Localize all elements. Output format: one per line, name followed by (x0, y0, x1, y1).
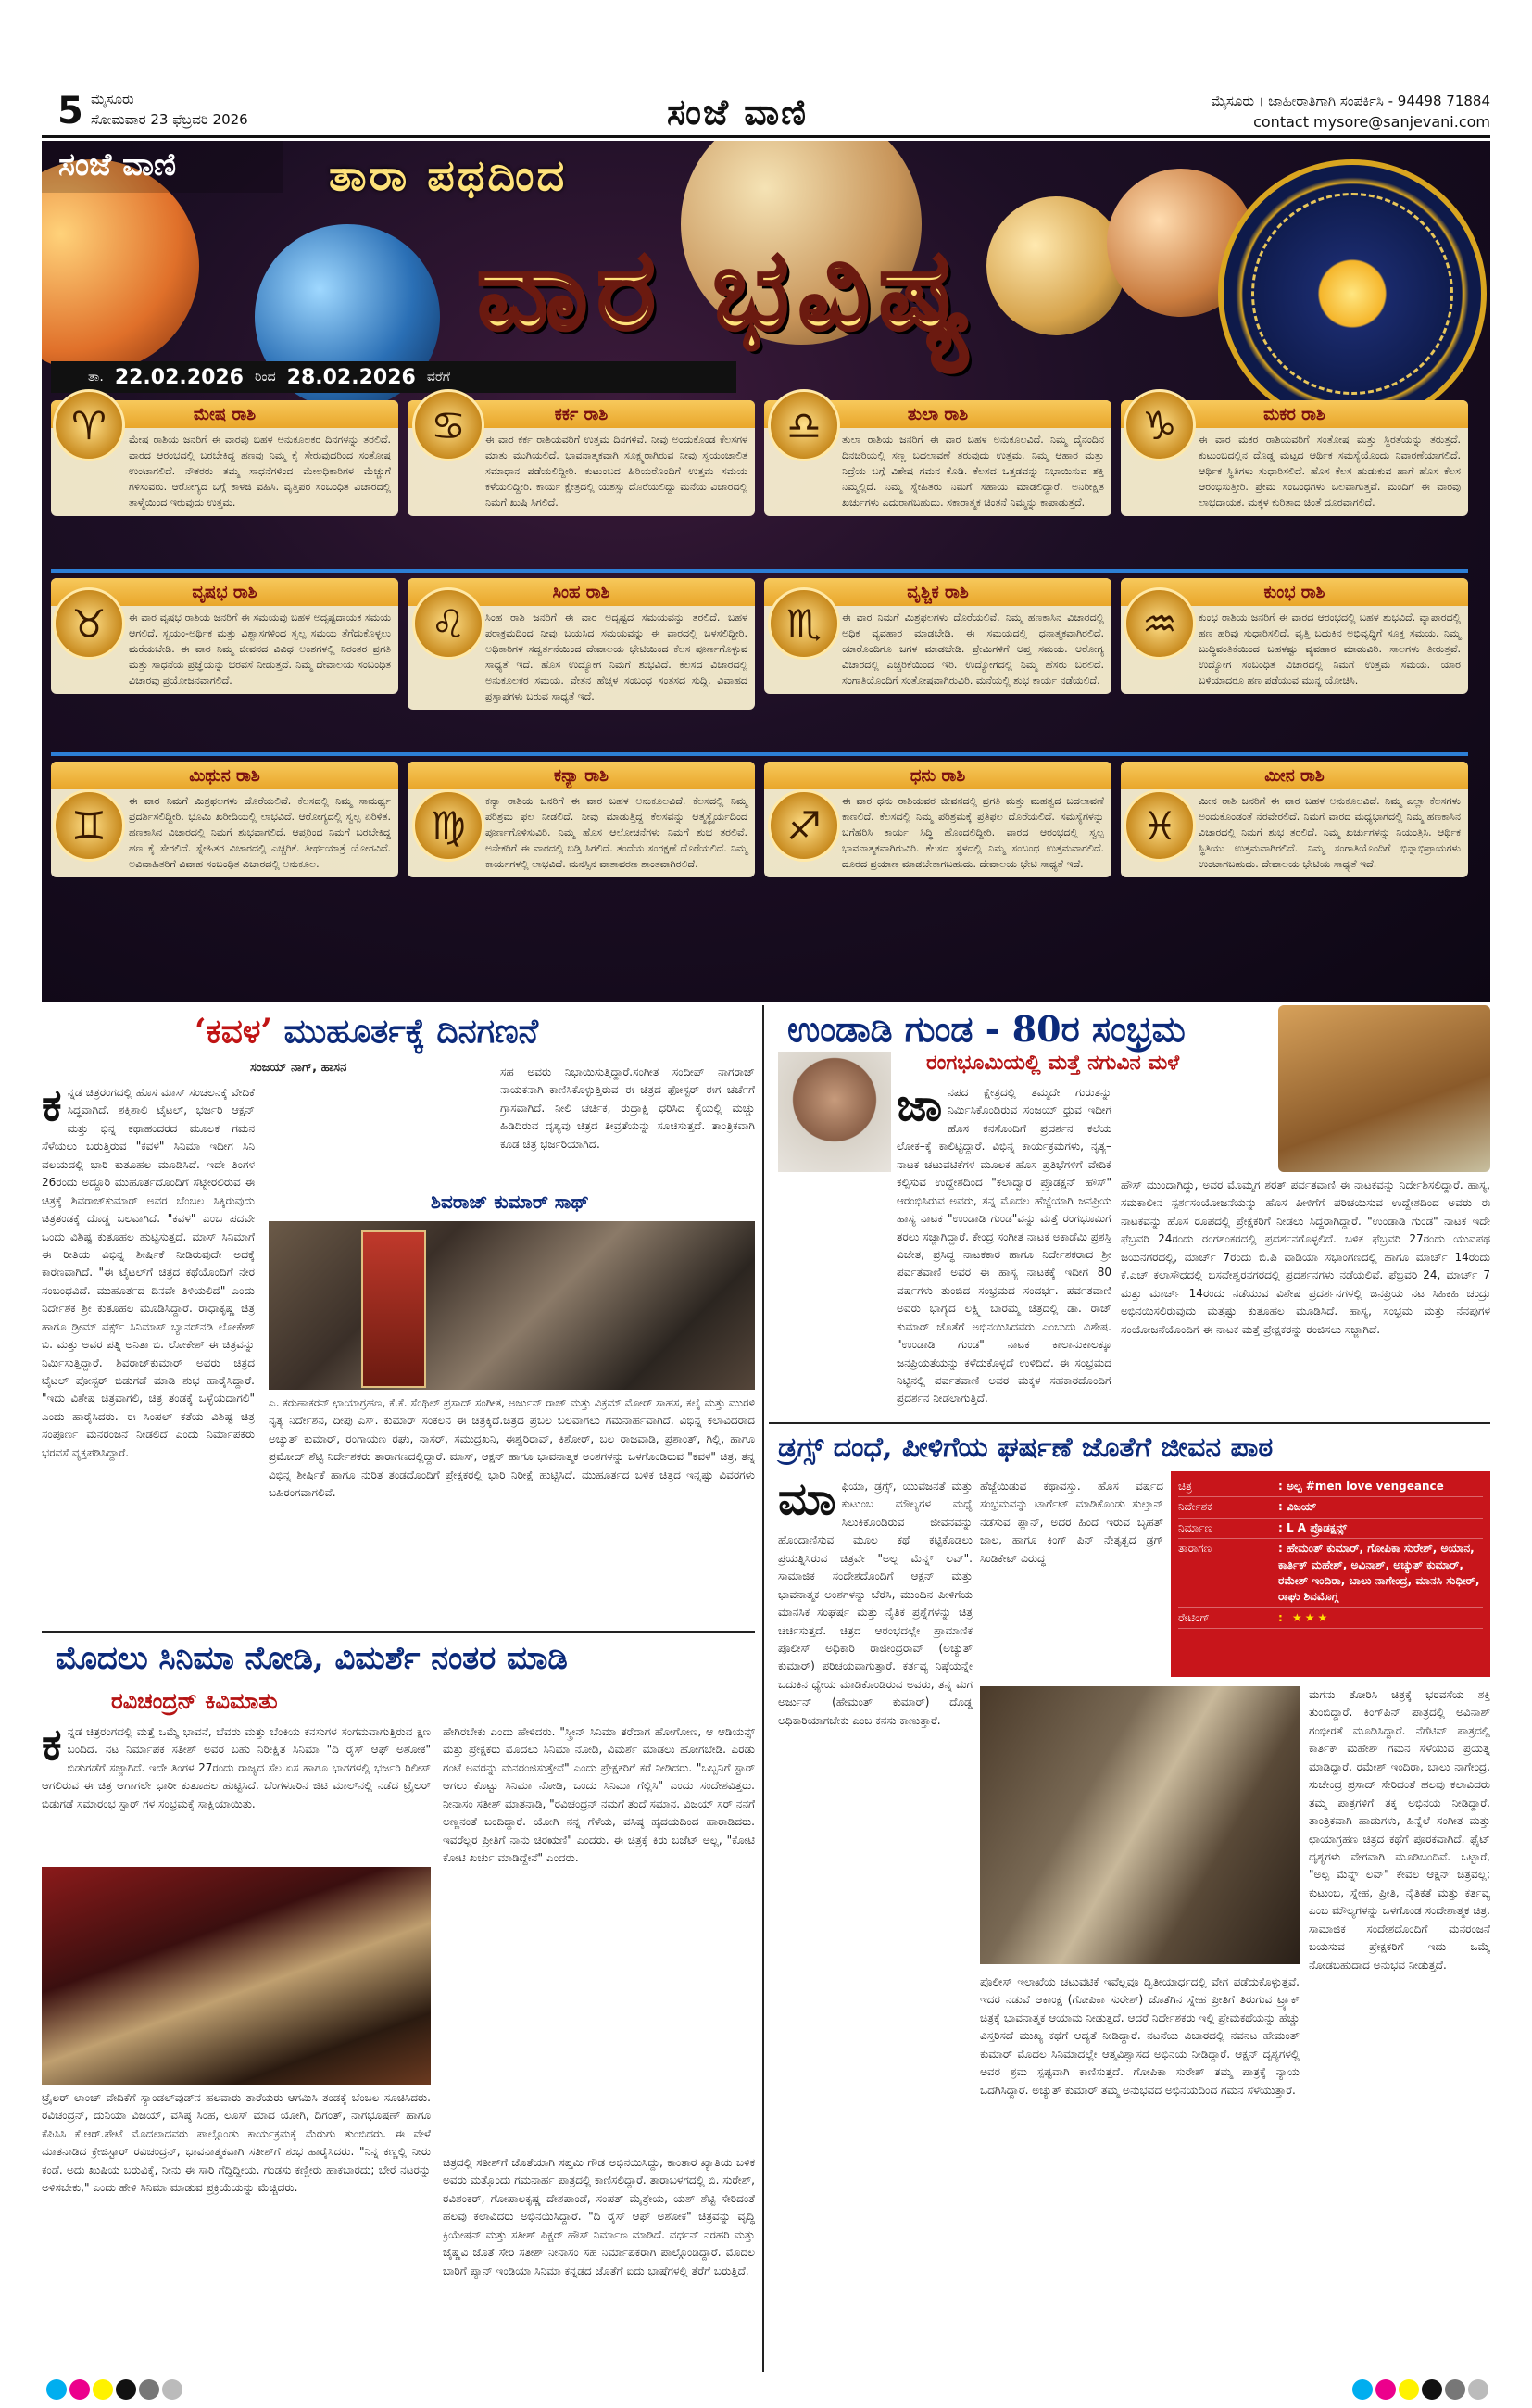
aquarius-icon: ♒ (1124, 587, 1196, 660)
drugs-column-1: ಮಾಫಿಯಾ, ಡ್ರಗ್ಸ್, ಯುವಜನತೆ ಮತ್ತು ಕುಟುಂಬ ಮೌಲ್ಯಗಳ ಮಧ್ಯೆ ಸಿಲುಕಿಕೊಂಡಿರುವ ಜೀವನವನ್ನು ಹೊಂದಾಣಿಸುವ ಮೂಲ ಕಥೆ ಕಟ್ಟಿಕೊಡಲು ಪ್ರಯತ್ನಿಸಿರುವ ಚಿತ್ರವೇ "ಅಲ್ಪ ಮೆನ್ನ್ ಲವ್". ಸಾಮಾಜಿಕ ಸಂದೇಶದೊಂದಿಗೆ ಆಕ್ಷನ್ ಮತ್ತು ಭಾವನಾತ್ಮಕ ಅಂಶಗಳನ್ನು ಬೆರೆಸಿ, ಮುಂದಿನ ಪೀಳಿಗೆಯ ಮಾನಸಿಕ ಸಂಘರ್ಷ ಮತ್ತು ನೈತಿಕ ಪ್ರಶ್ನೆಗಳನ್ನು ಚಿತ್ರ ಚರ್ಚಿಸುತ್ತದೆ. ಚಿತ್ರದ ಆರಂಭದಲ್ಲೇ ಪ್ರಾಮಾಣಿಕ ಪೊಲೀಸ್ ಅಧಿಕಾರಿ ರಾಜೀಂದ್ರರಾವ್ (ಅಚ್ಯುತ್ ಕುಮಾರ್) ಪರಿಚಯವಾಗುತ್ತಾರೆ. ಕರ್ತವ್ಯ ನಿಷ್ಠೆಯನ್ನೇ ಬದುಕಿನ ಧ್ಯೇಯ ಮಾಡಿಕೊಂಡಿರುವ ಅವರು, ತನ್ನ ಮಗ ಅರ್ಜುನ್ (ಹೇಮಂತ್ ಕುಮಾರ್) ದೊಡ್ಡ ಅಧಿಕಾರಿಯಾಗಬೇಕು ಎಂಬ ಕನಸು ಕಾಣುತ್ತಾರೆ. (778, 1478, 973, 1727)
rashi-card-mithuna: ಮಿಥುನ ರಾಶಿ ಈ ವಾರ ನಿಮಗೆ ಮಿಶ್ರಫಲಗಳು ದೊರೆಯಲಿದೆ. ಕೆಲಸದಲ್ಲಿ ನಿಮ್ಮ ಸಾಮರ್ಥ್ಯ ಪ್ರದರ್ಶಿಸಲಿದ್ದೀರಿ. ಭೂಮಿ ಖರೀದಿಯಲ್ಲಿ ಲಾಭವಿದೆ. ಆರೋಗ್ಯದಲ್ಲಿ ಸ್ವಲ್ಪ ಏರಿಳಿತ. ಹಣಕಾಸಿನ ವಿಚಾರದಲ್ಲಿ ನಿಮಗೆ ಶುಭವಾಗಲಿದೆ. ಆಪ್ತರಿಂದ ನಿಮಗೆ ಬರಬೇಕಿದ್ದ ಹಣ ಕೈ ಸೇರಲಿದೆ. ಸ್ನೇಹಿತರ ವಿಚಾರದಲ್ಲಿ ಎಚ್ಚರಿಕೆ. ತೀರ್ಥಯಾತ್ರೆ ಯೋಗವಿದೆ. ಅವಿವಾಹಿತರಿಗೆ ವಿವಾಹ ಸಂಬಂಧಿತ ವಿಚಾರದಲ್ಲಿ ಅನುಕೂಲ. (51, 762, 398, 877)
gemini-icon: ♊ (53, 789, 125, 862)
drugs-column-2: ಹೆಜ್ಜೆಯಿಡುವ ಕಥಾವಸ್ತು. ಹೊಸ ವರ್ಷದ ಸಂಭ್ರಮವನ್ನು ಟಾರ್ಗೆಟ್ ಮಾಡಿಕೊಂಡು ಸುಲ್ತಾನ್ ನಡೆಸುವ ಪ್ಲಾನ್, ಅದರ ಹಿಂದೆ ಇರುವ ಬೃಹತ್ ಜಾಲ, ಹಾಗೂ ಕಿಂಗ್ ಪಿನ್ ನೇತೃತ್ವದ ಡ್ರಗ್ ಸಿಂಡಿಕೇಟ್ ವಿರುದ್ಧ (980, 1480, 1163, 1565)
undadi-subhead: ರಂಗಭೂಮಿಯಲ್ಲಿ ಮತ್ತೆ ನಗುವಿನ ಮಳೆ (926, 1052, 1180, 1075)
theatre-cartoon-image (1278, 1005, 1490, 1172)
horoscope-title: ವಾರ ಭವಿಷ್ಯ (477, 224, 980, 355)
undadi-headline: ಉಂಡಾಡಿ ಗುಂಡ - 80ರ ಸಂಭ್ರಮ (787, 1008, 1186, 1050)
rashi-card-mesha: ಮೇಷ ರಾಶಿ ಮೇಷ ರಾಶಿಯ ಜನರಿಗೆ ಈ ವಾರವು ಬಹಳ ಅನುಕೂಲಕರ ದಿನಗಳನ್ನು ತರಲಿದೆ. ವಾರದ ಆರಂಭದಲ್ಲಿ ಬರಬೇಕಿದ್ದ ಹಣವು ನಿಮ್ಮ ಕೈ ಸೇರುವುದರಿಂದ ಸಂತೋಷ ಉಂಟಾಗಲಿದೆ. ನೌಕರರು ತಮ್ಮ ಸಾಧನೆಗಳಿಂದ ಮೇಲಧಿಕಾರಿಗಳ ಮೆಚ್ಚುಗೆ ಗಳಿಸುವರು. ಆರೋಗ್ಯದ ಬಗ್ಗೆ ಕಾಳಜಿ ವಹಿಸಿ. ವೃತ್ತಿಪರ ಸಂಬಂಧಿತ ವಿಚಾರದಲ್ಲಿ ತಾಳ್ಮೆಯಿಂದ ಇರುವುದು ಉತ್ತಮ. (51, 400, 398, 516)
header-contact-line: ಮೈಸೂರು । ಜಾಹೀರಾತಿಗಾಗಿ ಸಂಪರ್ಕಿಸಿ - 94498 71884 (1211, 93, 1490, 109)
page-number: 5 (57, 90, 83, 132)
scorpio-icon: ♏ (768, 587, 840, 660)
kavala-headline: ‘ಕವಳ’ ಮುಹೂರ್ತಕ್ಕೆ ದಿನಗಣನೆ (195, 1012, 539, 1051)
film-info-row: ನಿರ್ಮಾಣ : L A ಪ್ರೊಡಕ್ಷನ್ಸ್ (1178, 1519, 1483, 1539)
horoscope-date-range: ತಾ. 22.02.2026 ರಿಂದ 28.02.2026 ವರೆಗೆ (51, 361, 736, 393)
cancer-icon: ♋ (412, 389, 484, 461)
column-divider (762, 1005, 764, 2372)
header-city: ಮೈಸೂರು (91, 91, 134, 107)
horoscope-section (42, 141, 1490, 1002)
rashi-card-karka: ಕರ್ಕ ರಾಶಿ ಈ ವಾರ ಕರ್ಕ ರಾಶಿಯವರಿಗೆ ಉತ್ತಮ ದಿನಗಳಿವೆ. ನೀವು ಅಂದುಕೊಂಡ ಕೆಲಸಗಳ ಮಾತು ಮುಗಿಯಲಿದೆ. ಭಾವನಾತ್ಮಕವಾಗಿ ಸೂಕ್ಷ್ಮರಾಗಿರುವ ನೀವು ಸ್ವಯಂಚಾಲಿತ ಸಮಾಧಾನ ಪಡೆಯಲಿದ್ದೀರಿ. ಕುಟುಂಬದ ಹಿರಿಯರೊಂದಿಗೆ ಉತ್ತಮ ಸಮಯ ಕಳೆಯಲಿದ್ದೀರಿ. ಕಾರ್ಯ ಕ್ಷೇತ್ರದಲ್ಲಿ ಯಶಸ್ಸು ದೊರೆಯಲಿದ್ದು ಮನೆಯ ವಿಚಾರದಲ್ಲಿ ನಿಮಗೆ ಖುಷಿ ಸಿಗಲಿದೆ. (408, 400, 755, 516)
saturn-planet-image (986, 196, 1125, 335)
kavala-event-photo (269, 1221, 755, 1390)
kavala-column-1: ಕನ್ನಡ ಚಿತ್ರರಂಗದಲ್ಲಿ ಹೊಸ ಮಾಸ್ ಸಂಚಲನಕ್ಕೆ ವೇದಿಕೆ ಸಿದ್ಧವಾಗಿದೆ. ಶಕ್ತಿಶಾಲಿ ಟೈಟಲ್, ಭರ್ಜರಿ ಆಕ್ಷನ್ ಮತ್ತು ಭಿನ್ನ ಕಥಾಹಂದರದ ಮೂಲಕ ಗಮನ ಸೆಳೆಯಲು ಬರುತ್ತಿರುವ "ಕವಳ" ಸಿನಿಮಾ ಇದೀಗ ಸಿನಿ ವಲಯದಲ್ಲಿ ಭಾರಿ ಕುತೂಹಲ ಮೂಡಿಸಿದೆ. ಇದೇ ತಿಂಗಳ 26ರಂದು ಅದ್ದೂರಿ ಮುಹೂರ್ತದೊಂದಿಗೆ ಸೆಟ್ಟೇರಲಿರುವ ಈ ಚಿತ್ರಕ್ಕೆ ಶಿವರಾಜ್‌ಕುಮಾರ್ ಅವರ ಬೆಂಬಲ ಸಿಕ್ಕಿರುವುದು ಚಿತ್ರತಂಡಕ್ಕೆ ದೊಡ್ಡ ಬಲವಾಗಿದೆ. "ಕವಳ" ಎಂಬ ಪದವೇ ಒಂದು ವಿಶಿಷ್ಟ ಕುತೂಹಲ ಹುಟ್ಟಿಸುತ್ತದೆ. ಮಾಸ್ ಸಿನಿಮಾಗೆ ಈ ರೀತಿಯ ವಿಭಿನ್ನ ಶೀರ್ಷಿಕೆ ನೀಡಿರುವುದೇ ಅದಕ್ಕೆ ಕಾರಣವಾಗಿದೆ. "ಈ ಟೈಟಲ್‌ಗೆ ಚಿತ್ರದ ಕಥೆಯೊಂದಿಗೆ ನೇರ ಸಂಬಂಧವಿದೆ. ಮುಹೂರ್ತದ ದಿನವೇ ತಿಳಿಯಲಿದೆ" ಎಂದು ನಿರ್ದೇಶಕ ಶ್ರೀ ಕುತೂಹಲ ಮೂಡಿಸಿದ್ದಾರೆ. ರಾಧಾಕೃಷ್ಣ ಚಿತ್ರ ಹಾಗೂ ಡ್ರೀಮ್ ವರ್ಕ್ಸ್ ಸಿನಿಮಾಸ್ ಬ್ಯಾನರ್‌ನಡಿ ಲೋಕೇಶ್ ಬಿ. ಮತ್ತು ಅವರ ಪತ್ನಿ ಅನಿತಾ ಬಿ. ಲೋಕೇಶ್ ಈ ಚಿತ್ರವನ್ನು ನಿರ್ಮಿಸುತ್ತಿದ್ದಾರೆ. ಶಿವರಾಜ್‌ಕುಮಾರ್ ಅವರು ಚಿತ್ರದ ಟೈಟಲ್ ಪೋಸ್ಟರ್ ಬಿಡುಗಡೆ ಮಾಡಿ ಶುಭ ಹಾರೈಸಿದ್ದಾರೆ. "ಇದು ವಿಶೇಷ ಚಿತ್ರವಾಗಲಿ, ಚಿತ್ರ ತಂಡಕ್ಕೆ ಒಳ್ಳೆಯದಾಗಲಿ" ಎಂದು ಹಾರೈಸಿದರು. ಈ ಸಿಂಪಲ್ ಕತೆಯ ವಿಶಿಷ್ಟ ಚಿತ್ರ ಸಂಪೂರ್ಣ ಮನರಂಜನೆ ನೀಡಲಿದೆ ಎಂದು ನಿರ್ಮಾಪಕರು ಭರವಸೆ ವ್ಯಕ್ತಪಡಿಸಿದ್ದಾರೆ. (42, 1084, 255, 1459)
color-registration-marks-left (46, 2379, 182, 2400)
film-info-row: ಚಿತ್ರ : ಅಲ್ಪ #men love vengeance (1178, 1477, 1483, 1497)
section-divider (42, 1631, 755, 1633)
rashi-card-meena: ಮೀನ ರಾಶಿ ಮೀನ ರಾಶಿ ಜನರಿಗೆ ಈ ವಾರ ಬಹಳ ಅನುಕೂಲವಿದೆ. ನಿಮ್ಮ ಎಲ್ಲಾ ಕೆಲಸಗಳು ಅಂದುಕೊಂಡಂತೆ ನೆರವೇರಲಿದೆ. ನಿಮಗೆ ವಾರದ ಮಧ್ಯಭಾಗದಲ್ಲಿ ನಿಮ್ಮ ಹಣಕಾಸಿನ ವಿಚಾರದಲ್ಲಿ ನಿಮಗೆ ಶುಭ ತರಲಿದೆ. ನಿಮ್ಮ ಖರ್ಚುಗಳನ್ನು ನಿಯಂತ್ರಿಸಿ. ಆರ್ಥಿಕ ಸ್ಥಿತಿಯು ಉತ್ತಮವಾಗಿರಲಿದೆ. ನಿಮ್ಮ ಸಂಗಾತಿಯೊಂದಿಗೆ ಭಿನ್ನಾಭಿಪ್ರಾಯಗಳು ಉಂಟಾಗಬಹುದು. ದೇವಾಲಯ ಭೇಟಿಯ ಸಾಧ್ಯತೆ ಇದೆ. (1121, 762, 1468, 877)
rashi-card-kanya: ಕನ್ಯಾ ರಾಶಿ ಕನ್ಯಾ ರಾಶಿಯ ಜನರಿಗೆ ಈ ವಾರ ಬಹಳ ಅನುಕೂಲವಿದೆ. ಕೆಲಸದಲ್ಲಿ ನಿಮ್ಮ ಪರಿಶ್ರಮ ಫಲ ನೀಡಲಿದೆ. ನೀವು ಮಾಡುತ್ತಿದ್ದ ಕೆಲಸವನ್ನು ಆತ್ಮಸ್ಥೈರ್ಯದಿಂದ ಪೂರ್ಣಗೊಳಿಸುವಿರಿ. ನಿಮ್ಮ ಹೊಸ ಆಲೋಚನೆಗಳು ನಿಮಗೆ ಶುಭ ತರಲಿವೆ. ಅನೇಕರಿಗೆ ಈ ವಾರದಲ್ಲಿ ಬಡ್ತಿ ಸಿಗಲಿದೆ. ತಂದೆಯ ಸಂರಕ್ಷಣೆ ದೊರೆಯಲಿದೆ. ನಿಮ್ಮ ಕಾರ್ಯಗಳಲ್ಲಿ ಲಾಭವಿದೆ. ಮನಸ್ಸಿನ ವಾತಾವರಣ ಶಾಂತವಾಗಿರಲಿದೆ. (408, 762, 755, 877)
ravichandran-column-2b: ಚಿತ್ರದಲ್ಲಿ ಸತೀಶ್‌ಗೆ ಜೊತೆಯಾಗಿ ಸಪ್ತಮಿ ಗೌಡ ಅಭಿನಯಿಸಿದ್ದು, ಕಾಂತಾರ ಖ್ಯಾತಿಯ ಬಳಿಕ ಅವರು ಮತ್ತೊಂದು ಗಮನಾರ್ಹ ಪಾತ್ರದಲ್ಲಿ ಕಾಣಿಸಲಿದ್ದಾರೆ. ತಾರಾಬಳಗದಲ್ಲಿ ಬಿ. ಸುರೇಶ್, ರವಿಶಂಕರ್, ಗೋಪಾಲಕೃಷ್ಣ ದೇಶಪಾಂಡೆ, ಸಂಪತ್ ಮೈತ್ರೇಯ, ಯಶ್ ಶೆಟ್ಟಿ ಸೇರಿದಂತೆ ಹಲವು ಕಲಾವಿದರು ಅಭಿನಯಿಸಿದ್ದಾರೆ. "ದಿ ರೈಸ್ ಆಫ್ ಅಶೋಕ" ಚಿತ್ರವನ್ನು ವೃದ್ಧಿ ಕ್ರಿಯೇಷನ್ ಮತ್ತು ಸತೀಶ್ ಪಿಕ್ಚರ್ ಹೌಸ್ ನಿರ್ಮಾಣ ಮಾಡಿದೆ. ವರ್ಧನ್ ನರಹರಿ ಮತ್ತು ಜೈಷ್ಣವಿ ಜೊತೆ ಸೇರಿ ಸತೀಶ್ ನೀನಾಸಂ ಸಹ ನಿರ್ಮಾಪಕರಾಗಿ ಪಾಲ್ಗೊಂಡಿದ್ದಾರೆ. ಮೊದಲ ಬಾರಿಗೆ ಪ್ಯಾನ್ ಇಂಡಿಯಾ ಸಿನಿಮಾ ಕನ್ನಡದ ಜೊತೆಗೆ ಐದು ಭಾಷೆಗಳಲ್ಲಿ ತೆರೆಗೆ ಬರುತ್ತಿದೆ. (443, 2156, 755, 2277)
film-rating-row: ರೇಟಿಂಗ್ : ★★★ (1178, 1608, 1483, 1629)
libra-icon: ♎ (768, 389, 840, 461)
virgo-icon: ♍ (412, 789, 484, 862)
rashi-card-vrushabha: ವೃಷಭ ರಾಶಿ ಈ ವಾರ ವೃಷಭ ರಾಶಿಯ ಜನರಿಗೆ ಈ ಸಮಯವು ಬಹಳ ಅದೃಷ್ಟದಾಯಕ ಸಮಯ ಆಗಲಿದೆ. ಸ್ವಯಂ-ಅರ್ಥಿಕ ಮತ್ತು ವಿಶ್ವಾಸಗಳಿಂದ ಸ್ವಲ್ಪ ಸಮಯ ತೆಗೆದುಕೊಳ್ಳಲು ಮರೆಯಬೇಡಿ. ಈ ವಾರ ನಿಮ್ಮ ಜೀವನದ ವಿವಿಧ ಅಂಶಗಳಲ್ಲಿ ನಿರಂತರ ಪ್ರಗತಿ ಮತ್ತು ಸಾಧನೆಯ ಪ್ರಜ್ಞೆಯನ್ನು ಭರವಸೆ ನೀಡುತ್ತದೆ. ನಿಮ್ಮ ದೇವಾಲಯ ಸಂಬಂಧಿತ ವಿಚಾರವು ಪ್ರಯೋಜನವಾಗಲಿದೆ. (51, 578, 398, 694)
kavala-photo-title: ಶಿವರಾಜ್ ಕುಮಾರ್ ಸಾಥ್ (431, 1191, 589, 1213)
rashi-card-tula: ತುಲಾ ರಾಶಿ ತುಲಾ ರಾಶಿಯ ಜನರಿಗೆ ಈ ವಾರ ಬಹಳ ಅನುಕೂಲವಿದೆ. ನಿಮ್ಮ ದೈನಂದಿನ ದಿನಚರಿಯಲ್ಲಿ ಸಣ್ಣ ಬದಲಾವಣೆ ತರುವುದು ಉತ್ತಮ. ನಿಮ್ಮ ಆಹಾರ ಮತ್ತು ನಿದ್ರೆಯ ಬಗ್ಗೆ ವಿಶೇಷ ಗಮನ ಕೊಡಿ. ಕೆಲಸದ ಒತ್ತಡವನ್ನು ನಿಭಾಯಿಸುವ ಶಕ್ತಿ ನಿಮ್ಮಲ್ಲಿದೆ. ನಿಮ್ಮ ಸ್ನೇಹಿತರು ನಿಮಗೆ ಸಹಾಯ ಮಾಡಲಿದ್ದಾರೆ. ಅನಿರೀಕ್ಷಿತ ಖರ್ಚುಗಳು ಎದುರಾಗಬಹುದು. ಸಕಾರಾತ್ಮಕ ಚಿಂತನೆ ನಿಮ್ಮನ್ನು ಕಾಪಾಡುತ್ತದೆ. (764, 400, 1111, 516)
horoscope-logo: ಸಂಜೆ ವಾಣಿ (42, 141, 283, 193)
taurus-icon: ♉ (53, 587, 125, 660)
horoscope-row-divider (51, 752, 1468, 756)
drugs-headline: ಡ್ರಗ್ಸ್ ದಂಧೆ, ಪೀಳಿಗೆಯ ಘರ್ಷಣೆ ಜೊತೆಗೆ ಜೀವನ ಪಾಠ (778, 1431, 1274, 1464)
undadi-column-2: ಹೌಸ್ ಮುಂದಾಗಿದ್ದು, ಅವರ ಮೊಮ್ಮಗ ಶರತ್ ಪರ್ವತವಾಣಿ ಈ ನಾಟಕವನ್ನು ನಿರ್ದೇಶಿಸಲಿದ್ದಾರೆ. ಹಾಸ್ಯ, ಸಮಕಾಲೀನ ಸ್ಪರ್ಶಸಂಯೋಜನೆಯನ್ನು ಹೊಸ ಪೀಳಿಗೆಗೆ ಪರಿಚಯಿಸುವ ಉದ್ದೇಶದಿಂದ ಅವರು ಈ ನಾಟಕವನ್ನು ಹೊಸ ರೂಪದಲ್ಲಿ ಪ್ರೇಕ್ಷಕರಿಗೆ ನೀಡಲು ಸಿದ್ಧರಾಗಿದ್ದಾರೆ. "ಉಂಡಾಡಿ ಗುಂಡ" ನಾಟಕ ಇದೇ ಫೆಬ್ರವರಿ 24ರಂದು ರಂಗಶಂಕರದಲ್ಲಿ ಪ್ರದರ್ಶನಗೊಳ್ಳಲಿದೆ. ಬಳಿಕ ಫೆಬ್ರವರಿ 27ರಂದು ಯುವಪಥ ಜಯನಗರದಲ್ಲಿ, ಮಾರ್ಚ್ 7ರಂದು ಬಿ.ಪಿ ವಾಡಿಯಾ ಸಭಾಂಗಣದಲ್ಲಿ ಹಾಗೂ ಮಾರ್ಚ್ 14ರಂದು ಕೆ.ಎಚ್ ಕಲಾಸೌಧದಲ್ಲಿ ಬಸವೇಶ್ವರನಗರದಲ್ಲಿ ಪ್ರದರ್ಶನಗಳು ನಡೆಯಲಿವೆ. ಫೆಬ್ರವರಿ 24, ಮಾರ್ಚ್ 7 ಮತ್ತು ಮಾರ್ಚ್ 14ರಂದು ನಡೆಯುವ ವಿಶೇಷ ಪ್ರದರ್ಶನಗಳಲ್ಲಿ ಜನಪ್ರಿಯ ನಟ ಸಿಹಿಕಹಿ ಚಂದ್ರು ಅಭಿನಯಿಸಲಿರುವುದು ಮತ್ತಷ್ಟು ಕುತೂಹಲ ಮೂಡಿಸಿದೆ. ಹಾಸ್ಯ, ಸಂಭ್ರಮ ಮತ್ತು ನೆನಪುಗಳ ಸಂಯೋಜನೆಯೊಂದಿಗೆ ಈ ನಾಟಕ ಮತ್ತೆ ಪ್ರೇಕ್ಷಕರನ್ನು ರಂಜಿಸಲು ಸಜ್ಜಾಗಿದೆ. (1121, 1179, 1490, 1336)
film-info-box (1171, 1471, 1490, 1677)
zodiac-wheel-image (1218, 159, 1487, 428)
film-info-row: ನಿರ್ದೇಶಕ : ವಿಜಯ್ (1178, 1497, 1483, 1518)
rashi-card-vrushchika: ವೃಶ್ಚಿಕ ರಾಶಿ ಈ ವಾರ ನಿಮಗೆ ಮಿಶ್ರಫಲಗಳು ದೊರೆಯಲಿವೆ. ನಿಮ್ಮ ಹಣಕಾಸಿನ ವಿಚಾರದಲ್ಲಿ ಅಧಿಕ ವ್ಯವಹಾರ ಮಾಡಬೇಡಿ. ಈ ಸಮಯದಲ್ಲಿ ಧನಾತ್ಮಕವಾಗಿರಲಿದೆ. ಯಾರೊಂದಿಗೂ ಜಗಳ ಮಾಡಬೇಡಿ. ಪ್ರೇಮಿಗಳಿಗೆ ಆಪ್ತ ಸಮಯ. ಆರೋಗ್ಯ ವಿಚಾರದಲ್ಲಿ ಎಚ್ಚರಿಕೆಯಿಂದ ಇರಿ. ಉದ್ಯೋಗದಲ್ಲಿ ನಿಮ್ಮ ಹೆಸರು ಬರಲಿದೆ. ಸಂಗಾತಿಯೊಂದಿಗೆ ಸಂತೋಷವಾಗಿರುವಿರಿ. ಮನೆಯಲ್ಲಿ ಶುಭ ಕಾರ್ಯ ನಡೆಯಲಿದೆ. (764, 578, 1111, 694)
ravichandran-subhead: ರವಿಚಂದ್ರನ್ ಕಿವಿಮಾತು (111, 1688, 278, 1714)
poster-image (361, 1230, 426, 1388)
header-rule (42, 135, 1490, 138)
masthead-logo: ಸಂಜೆ ವಾಣಿ (667, 91, 809, 132)
film-info-row: ತಾರಾಗಣ : ಹೇಮಂತ್ ಕುಮಾರ್, ಗೋಪಿಕಾ ಸುರೇಶ್, ಅಯಾನ, ಕಾರ್ತಿಕ್ ಮಹೇಶ್, ಅವಿನಾಶ್, ಅಚ್ಯುತ್ ಕುಮಾರ್, ರಮೇಶ್ ಇಂದಿರಾ, ಬಾಲು ನಾಗೇಂದ್ರ, ಮಾನಸಿ ಸುಧೀರ್, ರಾಘು ಶಿವಮೊಗ್ಗ (1178, 1539, 1483, 1608)
kavala-byline: ಸಂಜಯ್ ನಾಗ್, ಹಾಸನ (250, 1061, 347, 1075)
leo-icon: ♌ (412, 587, 484, 660)
drugs-column-3: ಪೊಲೀಸ್ ಇಲಾಖೆಯ ಚಟುವಟಿಕೆ ಇವೆಲ್ಲವೂ ದ್ವಿತೀಯಾರ್ಧದಲ್ಲಿ ವೇಗ ಪಡೆದುಕೊಳ್ಳುತ್ತವೆ. ಇದರ ನಡುವೆ ಆಕಾಂಕ್ಷ (ಗೋಪಿಕಾ ಸುರೇಶ್) ಜೊತೆಗಿನ ಸ್ನೇಹ ಪ್ರೀತಿಗೆ ತಿರುಗುವ ಟ್ರ್ಯಾಕ್ ಚಿತ್ರಕ್ಕೆ ಭಾವನಾತ್ಮಕ ಆಯಾಮ ನೀಡುತ್ತದೆ. ಆದರೆ ನಿರ್ದೇಶಕರು ಇಲ್ಲಿ ಪ್ರೇಮಕಥೆಯನ್ನು ಹೆಚ್ಚು ವಿಸ್ತರಿಸದೆ ಮುಖ್ಯ ಕಥೆಗೆ ಆದ್ಯತೆ ನೀಡಿದ್ದಾರೆ. ನಟನೆಯ ವಿಚಾರದಲ್ಲಿ ನವನಟ ಹೇಮಂತ್ ಕುಮಾರ್ ಮೊದಲ ಸಿನಿಮಾದಲ್ಲೇ ಆತ್ಮವಿಶ್ವಾಸದ ಅಭಿನಯ ನೀಡಿದ್ದಾರೆ. ಆಕ್ಷನ್ ದೃಶ್ಯಗಳಲ್ಲಿ ಅವರ ಶ್ರಮ ಸ್ಪಷ್ಟವಾಗಿ ಕಾಣಿಸುತ್ತದೆ. ಗೋಪಿಕಾ ಸುರೇಶ್ ತಮ್ಮ ಪಾತ್ರಕ್ಕೆ ನ್ಯಾಯ ಒದಗಿಸಿದ್ದಾರೆ. ಅಚ್ಯುತ್ ಕುಮಾರ್ ತಮ್ಮ ಅನುಭವದ ಅಭಿನಯದಿಂದ ಗಮನ ಸೆಳೆಯುತ್ತಾರೆ. (980, 1975, 1300, 2097)
header-email: contact mysore@sanjevani.com (1253, 113, 1490, 131)
header-date: ಸೋಮವಾರ 23 ಫೆಬ್ರವರಿ 2026 (91, 111, 248, 128)
color-registration-marks-right (1352, 2379, 1488, 2400)
ravichandran-column-1b: ಟ್ರೈಲರ್ ಲಾಂಚ್ ವೇದಿಕೆಗೆ ಸ್ಯಾಂಡಲ್‌ವುಡ್‌ನ ಹಲವಾರು ತಾರೆಯರು ಆಗಮಿಸಿ ತಂಡಕ್ಕೆ ಬೆಂಬಲ ಸೂಚಿಸಿದರು. ರವಿಚಂದ್ರನ್, ದುನಿಯಾ ವಿಜಯ್, ವಸಿಷ್ಠ ಸಿಂಹ, ಲೂಸ್ ಮಾದ ಯೋಗಿ, ದಿಗಂತ್, ನಾಗಭೂಷಣ್ ಹಾಗೂ ಕೆಪಿಸಿಸಿ ಕೆ.ಆರ್.ಪೇಟೆ ಮೊದಲಾದವರು ಪಾಲ್ಗೊಂಡು ಕಾರ್ಯಕ್ರಮಕ್ಕೆ ಮೆರುಗು ತುಂಬಿದರು. ಈ ವೇಳೆ ಮಾತನಾಡಿದ ಕ್ರೇಜಿಸ್ಟಾರ್ ರವಿಚಂದ್ರನ್, ಭಾವನಾತ್ಮಕವಾಗಿ ಸತೀಶ್‌ಗೆ ಶುಭ ಹಾರೈಸಿದರು. "ನಿನ್ನ ಕಣ್ಣಲ್ಲಿ ನೀರು ಕಂಡೆ. ಅದು ಖುಷಿಯ ಬರುವಿಕ್ಕೆ, ನೀನು ಈ ಸಾರಿ ಗೆದ್ದಿದ್ದೀಯ. ಗಂಡಸು ಕಣ್ಣೀರು ಹಾಕಬಾರದು; ಬೇರೆ ನಟರನ್ನು ಅಳಿಸಬೇಕು," ಎಂದು ಹೇಳಿ ಸಿನಿಮಾ ಮಾಡುವ ಪ್ರಕ್ರಿಯೆಯನ್ನು ಮೆಚ್ಚಿದರು. (42, 2091, 431, 2195)
capricorn-icon: ♑ (1124, 389, 1196, 461)
kavala-column-2: ಸಹ ಅವರು ನಿಭಾಯಿಸುತ್ತಿದ್ದಾರೆ.ಸಂಗೀತ ಸಂದೀಪ್ ನಾಗರಾಜ್ ನಾಯಕನಾಗಿ ಕಾಣಿಸಿಕೊಳ್ಳುತ್ತಿರುವ ಈ ಚಿತ್ರದ ಫೋಸ್ಟರ್ ಈಗ ಚರ್ಚೆಗೆ ಗ್ರಾಸವಾಗಿದೆ. ನೀಲಿ ಚರ್ಚಿಕ, ರುದ್ರಾಕ್ಷಿ ಧರಿಸಿದ ಕೈಯಲ್ಲಿ ಮಚ್ಚು ಹಿಡಿದಿರುವ ದೃಶ್ಯವು ಚಿತ್ರದ ತೀವ್ರತೆಯನ್ನು ಸೂಚಿಸುತ್ತದೆ. ತಾಂತ್ರಿಕವಾಗಿ ಕೂಡ ಚಿತ್ರ ಭರ್ಜರಿಯಾಗಿದೆ. (500, 1065, 755, 1151)
ravichandran-column-1: ಕನ್ನಡ ಚಿತ್ರರಂಗದಲ್ಲಿ ಮತ್ತೆ ಒಮ್ಮೆ ಭಾವನೆ, ಬೆವರು ಮತ್ತು ಬೆಂಕಿಯ ಕನಸುಗಳ ಸಂಗಮವಾಗುತ್ತಿರುವ ಕ್ಷಣ ಬಂದಿದೆ. ನಟ ನಿರ್ಮಾಪಕ ಸತೀಶ್ ಅವರ ಬಹು ನಿರೀಕ್ಷಿತ ಸಿನಿಮಾ "ದಿ ರೈಸ್ ಆಫ್ ಅಶೋಕ" ಬಿಡುಗಡೆಗೆ ಸಜ್ಜಾಗಿದೆ. ಇದೇ ತಿಂಗಳ 27ರಂದು ರಾಜ್ಯದ ಸೆಲ ಏಸ ಹಾಗೂ ಭಾಗಗಳಲ್ಲಿ ಭರ್ಜರಿ ರಿಲೀಸ್ ಆಗಲಿರುವ ಈ ಚಿತ್ರ ಆಗಾಗಲೇ ಭಾರೀ ಕುತೂಹಲ ಹುಟ್ಟಿಸಿದೆ. ಬೆಂಗಳೂರಿನ ಜಿಟಿ ಮಾಲ್‌ನಲ್ಲಿ ನಡೆದ ಟ್ರೈಲರ್ ಬಿಡುಗಡೆ ಸಮಾರಂಭ ಸ್ಟಾರ್ ಗಳ ಸಂಭ್ರಮಕ್ಕೆ ಸಾಕ್ಷಿಯಾಯಿತು. (42, 1723, 431, 1810)
film-still-photo (980, 1686, 1300, 1964)
rashi-card-makara: ಮಕರ ರಾಶಿ ಈ ವಾರ ಮಕರ ರಾಶಿಯವರಿಗೆ ಸಂತೋಷ ಮತ್ತು ಸ್ಥಿರತೆಯನ್ನು ತರುತ್ತದೆ. ಕುಟುಂಬದಲ್ಲಿನ ದೊಡ್ಡ ಮಟ್ಟದ ಆರ್ಥಿಕ ಸಮಸ್ಯೆಯೊಂದು ನಿವಾರಣೆಯಾಗಲಿದೆ. ಆರ್ಥಿಕ ಸ್ಥಿತಿಗಳು ಸುಧಾರಿಸಲಿದೆ. ಹೊಸ ಕೆಲಸ ಹುಡುಕುವ ಹಾಗೆ ಹೊಸ ಕೆಲಸ ಆರಂಭಿಸುತ್ತೀರಿ. ಪ್ರೇಮ ಸಂಬಂಧಗಳು ಬಲವಾಗುತ್ತವೆ. ಮಂದಿಗೆ ಈ ವಾರವು ಲಾಭದಾಯಕ. ಮಕ್ಕಳ ಕುರಿತಾದ ಚಿಂತೆ ದೂರವಾಗಲಿದೆ. (1121, 400, 1468, 516)
section-divider (769, 1422, 1490, 1424)
rashi-card-kumbha: ಕುಂಭ ರಾಶಿ ಕುಂಭ ರಾಶಿಯ ಜನರಿಗೆ ಈ ವಾರದ ಆರಂಭದಲ್ಲಿ ಬಹಳ ಶುಭವಿದೆ. ವ್ಯಾಪಾರದಲ್ಲಿ ಹಣ ಹರಿವು ಸುಧಾರಿಸಲಿದೆ. ವೃತ್ತಿ ಬದುಕಿನ ಅಭಿವೃದ್ಧಿಗೆ ಸೂಕ್ತ ಸಮಯ. ನಿಮ್ಮ ಬುದ್ಧಿವಂತಿಕೆಯಿಂದ ಬಹಳಷ್ಟು ವ್ಯವಹಾರ ಮಾಡುವಿರಿ. ಸಾಲಗಳು ತೀರುತ್ತವೆ. ಉದ್ಯೋಗ ಸಂಬಂಧಿತ ವಿಚಾರದಲ್ಲಿ ನಿಮಗೆ ಉತ್ತಮ ಸಮಯ. ಯಾರ ಬಳಿಯಾದರೂ ಹಣ ಪಡೆಯುವ ಮುನ್ನ ಯೋಚಿಸಿ. (1121, 578, 1468, 694)
undadi-column-1: ಜಾನಪದ ಕ್ಷೇತ್ರದಲ್ಲಿ ತಮ್ಮದೇ ಗುರುತನ್ನು ನಿರ್ಮಿಸಿಕೊಂಡಿರುವ ಸಂಜಯ್ ಧ್ರುವ ಇದೀಗ ಹೊಸ ಕನಸೊಂದಿಗೆ ಪ್ರದರ್ಶನ ಕಲೆಯ ಲೋಕ–ಕ್ಕೆ ಕಾಲಿಟ್ಟಿದ್ದಾರೆ. ವಿಭಿನ್ನ ಕಾರ್ಯಕ್ರಮಗಳು, ನೃತ್ಯ–ನಾಟಕ ಚಟುವಟಿಕೆಗಳ ಮೂಲಕ ಹೊಸ ಪ್ರತಿಭೆಗಳಿಗೆ ವೇದಿಕೆ ಕಲ್ಪಿಸುವ ಉದ್ದೇಶದಿಂದ "ಕಲಾದ್ವಾರ ಪ್ರೊಡಕ್ಷನ್ ಹೌಸ್" ಆರಂಭಿಸಿರುವ ಅವರು, ತನ್ನ ಮೊದಲ ಹೆಜ್ಜೆಯಾಗಿ ಜನಪ್ರಿಯ ಹಾಸ್ಯ ನಾಟಕ "ಉಂಡಾಡಿ ಗುಂಡ"ವನ್ನು ಮತ್ತೆ ರಂಗಭೂಮಿಗೆ ತರಲು ಸಜ್ಜಾಗಿದ್ದಾರೆ. ಕೇಂದ್ರ ಸಂಗೀತ ನಾಟಕ ಅಕಾಡೆಮಿ ಪ್ರಶಸ್ತಿ ವಿಜೇತ, ಪ್ರಸಿದ್ಧ ನಾಟಕಕಾರ ಹಾಗೂ ನಿರ್ದೇಶಕರಾದ ಶ್ರೀ ಪರ್ವತವಾಣಿ ಅವರ ಈ ಹಾಸ್ಯ ನಾಟಕಕ್ಕೆ ಇದೀಗ 80 ವರ್ಷಗಳು ತುಂಬಿದ ಸಂಭ್ರಮದ ಸಂದರ್ಭ. ಪರ್ವತವಾಣಿ ಅವರು ಭಾಗ್ಯದ ಲಕ್ಷ್ಮಿ ಬಾರಮ್ಮ ಚಿತ್ರದಲ್ಲಿ ಡಾ. ರಾಜ್ ಕುಮಾರ್ ಜೊತೆಗೆ ಅಭಿನಯಿಸಿದವರು ಎಂಬುದು ವಿಶೇಷ. "ಉಂಡಾಡಿ ಗುಂಡ" ನಾಟಕ ಕಾಲಾನುಕಾಲಕ್ಕೂ ಜನಪ್ರಿಯತೆಯನ್ನು ಕಳೆದುಕೊಳ್ಳದೆ ಉಳಿದಿದೆ. ಈ ಸಂಭ್ರಮದ ನಿಟ್ಟಿನಲ್ಲಿ ಪರ್ವತವಾಣಿ ಅವರ ಮಕ್ಕಳ ಸಹಕಾರದೊಂದಿಗೆ ಪ್ರದರ್ಶನ ನೀಡಲಾಗುತ್ತಿದೆ. (897, 1084, 1111, 1406)
aries-icon: ♈ (53, 389, 125, 461)
drugs-column-4: ಮಗನು ತೋರಿಸಿ ಚಿತ್ರಕ್ಕೆ ಭರವಸೆಯ ಶಕ್ತಿ ತುಂಬಿದ್ದಾರೆ. ಕಿಂಗ್‌ಪಿನ್ ಪಾತ್ರದಲ್ಲಿ ಅವಿನಾಶ್ ಗಂಭೀರತೆ ಮೂಡಿಸಿದ್ದಾರೆ. ನೆಗೆಟಿವ್ ಪಾತ್ರದಲ್ಲಿ ಕಾರ್ತಿಕ್ ಮಹೇಶ್ ಗಮನ ಸೆಳೆಯುವ ಪ್ರಯತ್ನ ಮಾಡಿದ್ದಾರೆ. ರಮೇಶ್ ಇಂದಿರಾ, ಬಾಲು ನಾಗೇಂದ್ರ, ಸುಚೇಂದ್ರ ಪ್ರಸಾದ್ ಸೇರಿದಂತೆ ಹಲವು ಕಲಾವಿದರು ತಮ್ಮ ಪಾತ್ರಗಳಿಗೆ ತಕ್ಕ ಅಭಿನಯ ನೀಡಿದ್ದಾರೆ. ತಾಂತ್ರಿಕವಾಗಿ ಹಾಡುಗಳು, ಹಿನ್ನೆಲೆ ಸಂಗೀತ ಮತ್ತು ಛಾಯಾಗ್ರಹಣ ಚಿತ್ರದ ಕಥೆಗೆ ಪೂರಕವಾಗಿದೆ. ಫೈಟ್ ದೃಶ್ಯಗಳು ವೇಗವಾಗಿ ಮೂಡಿಬಂದಿವೆ. ಒಟ್ಟಾರೆ, "ಅಲ್ಪ ಮೆನ್ನ್ ಲವ್" ಕೇವಲ ಆಕ್ಷನ್ ಚಿತ್ರವಲ್ಲ; ಕುಟುಂಬ, ಸ್ನೇಹ, ಪ್ರೀತಿ, ನೈತಿಕತೆ ಮತ್ತು ಕರ್ತವ್ಯ ಎಂಬ ಮೌಲ್ಯಗಳನ್ನು ಒಳಗೊಂಡ ಸಂದೇಶಾತ್ಮಕ ಚಿತ್ರ. ಸಾಮಾಜಿಕ ಸಂದೇಶದೊಂದಿಗೆ ಮನರಂಜನೆ ಬಯಸುವ ಪ್ರೇಕ್ಷಕರಿಗೆ ಇದು ಒಮ್ಮೆ ನೋಡಬಹುದಾದ ಅನುಭವ ನೀಡುತ್ತದೆ. (1309, 1688, 1490, 1972)
ravichandran-headline: ಮೊದಲು ಸಿನಿಮಾ ನೋಡಿ, ವಿಮರ್ಶೆ ನಂತರ ಮಾಡಿ (56, 1640, 568, 1677)
horoscope-row-divider (51, 569, 1468, 573)
rashi-card-simha: ಸಿಂಹ ರಾಶಿ ಸಿಂಹ ರಾಶಿ ಜನರಿಗೆ ಈ ವಾರ ಅದೃಷ್ಟದ ಸಮಯವನ್ನು ತರಲಿದೆ. ಬಹಳ ಪರಾಕ್ರಮದಿಂದ ನೀವು ಬಯಸಿದ ಸಮಯವನ್ನು ಈ ವಾರದಲ್ಲಿ ಬಳಸಲಿದ್ದೀರಿ. ಅಧಿಕಾರಿಗಳ ಸದ್ವರ್ತನೆಯಿಂದ ದೇವಾಲಯ ಭೇಟಿಯಿಂದ ಕೆಲಸ ಪೂರ್ಣಗೊಳ್ಳುವ ಸಾಧ್ಯತೆ ಇದೆ. ಹೊಸ ಉದ್ಯೋಗ ನಿಮಗೆ ಶುಭವಿದೆ. ಕೆಲಸದ ವಿಚಾರದಲ್ಲಿ ಅನುಕೂಲಕರ ಸಮಯ. ವೇತನ ಹೆಚ್ಚಳ ಸಂಬಂಧ ಸಂತಸದ ಸುದ್ದಿ. ವಿವಾಹದ ಪ್ರಸ್ತಾಪಗಳು ಬರುವ ಸಾಧ್ಯತೆ ಇದೆ. (408, 578, 755, 710)
ravichandran-column-2: ಹೇಗಿರಬೇಕು ಎಂದು ಹೇಳಿದರು. "ಸ್ಕ್ರೀನ್ ಸಿನಿಮಾ ತರೆದಾಗ ಹೋಗೋಣ, ಆ ಆಡಿಯನ್ಸ್ ಮತ್ತು ಪ್ರೇಕ್ಷಕರು ಮೊದಲು ಸಿನಿಮಾ ನೋಡಿ, ವಿಮರ್ಶೆ ಮಾಡಲು ಹೋಗಬೇಡಿ. ಎರಡು ಗಂಟೆ ಅವರನ್ನು ಮನರಂಜಿಸುತ್ತೇವೆ" ಎಂದು ಪ್ರೇಕ್ಷಕರಿಗೆ ಕರೆ ನೀಡಿದರು. "ಒಬ್ಬನಿಗೆ ಸ್ಟಾರ್ ಆಗಲು ಕೊಟ್ಟು ಸಿನಿಮಾ ನೋಡಿ, ಒಂದು ಸಿನಿಮಾ ಗೆಲ್ಲಿಸಿ" ಎಂದು ಸಂದೇಶವಿತ್ತರು. ನೀನಾಸಂ ಸತೀಶ್ ಮಾತನಾಡಿ, "ರವಿಚಂದ್ರನ್ ನಮಗೆ ತಂದೆ ಸಮಾನ. ವಿಜಯ್ ಸರ್ ನನಗೆ ಅಣ್ಣನಂತೆ ಬಂದಿದ್ದಾರೆ. ಯೋಗಿ ನನ್ನ ಗೆಳೆಯ, ವಸಿಷ್ಠ ಹೃದಯದಿಂದ ಹಾರಾಡಿದರು. ಇವರೆಲ್ಲರ ಪ್ರೀತಿಗೆ ನಾನು ಚಿರಋಣಿ" ಎಂದರು. ಈ ಚಿತ್ರಕ್ಕೆ ಕಿರು ಬಜೆಟ್ ಅಲ್ಲ, "ಕೋಟಿ ಕೋಟಿ ಖರ್ಚು ಮಾಡಿದ್ದೇನೆ" ಎಂದರು. (443, 1725, 755, 1865)
trailer-launch-photo (42, 1867, 431, 2085)
horoscope-subtitle: ತಾರಾ ಪಥದಿಂದ (329, 150, 568, 200)
kavala-column-3: ಎ. ಕರುಣಾಕರನ್ ಛಾಯಾಗ್ರಹಣ, ಕೆ.ಕೆ. ಸೆಂಥಿಲ್ ಪ್ರಸಾದ್ ಸಂಗೀತ, ಅರ್ಜುನ್ ರಾಜ್ ಮತ್ತು ವಿಕ್ರಮ್ ಮೋರ್ ಸಾಹಸ, ಕಲೈ ಮತ್ತು ಮುರಳಿ ನೃತ್ಯ ನಿರ್ದೇಶನ, ದೀಪು ಎಸ್. ಕುಮಾರ್ ಸಂಕಲನ ಈ ಚಿತ್ರಕ್ಕಿದೆ.ಚಿತ್ರದ ಪ್ರಬಲ ಬಲವಾಗಲು ಗಮನಾರ್ಹವಾಗಿದೆ. ವಿಭಿನ್ನ ಕಲಾವಿದರಾದ ಅಚ್ಯುತ್ ಕುಮಾರ್, ರಂಗಾಯಣ ರಘು, ನಾಸರ್, ಸಮುದ್ರಖನಿ, ಈಶ್ವರಿರಾವ್, ಕಿಶೋರ್, ಬಲ ರಾಜವಾಡಿ, ಪ್ರಶಾಂತ್, ಗಿಲ್ಲಿ, ಹಾಗೂ ಪ್ರಮೋದ್ ಶೆಟ್ಟಿ ನಿರ್ದೇಶಕರು ತಾರಾಗಣದಲ್ಲಿದ್ದಾರೆ. ಮಾಸ್, ಆಕ್ಷನ್ ಹಾಗೂ ಭಾವನಾತ್ಮಕ ಅಂಶಗಳನ್ನು ಒಳಗೊಂಡಿರುವ "ಕವಳ" ಚಿತ್ರ, ತನ್ನ ವಿಭಿನ್ನ ಶೀರ್ಷಿಕೆ ಹಾಗೂ ನುರಿತ ತಂಡದೊಂದಿಗೆ ಪ್ರೇಕ್ಷಕರಲ್ಲಿ ಭಾರಿ ನಿರೀಕ್ಷೆ ಹುಟ್ಟಿಸಿದೆ. ಮುಹೂರ್ತದ ಬಳಿಕ ಚಿತ್ರದ ಇನ್ನಷ್ಟು ವಿವರಗಳು ಬಹಿರಂಗವಾಗಲಿವೆ. (269, 1396, 755, 1500)
pisces-icon: ♓ (1124, 789, 1196, 862)
rashi-card-dhanu: ಧನು ರಾಶಿ ಈ ವಾರ ಧನು ರಾಶಿಯವರ ಜೀವನದಲ್ಲಿ ಪ್ರಗತಿ ಮತ್ತು ಮಹತ್ವದ ಬದಲಾವಣೆ ಕಾಣಲಿದೆ. ಕೆಲಸದಲ್ಲಿ ನಿಮ್ಮ ಪರಿಶ್ರಮಕ್ಕೆ ಪ್ರತಿಫಲ ದೊರೆಯಲಿದೆ. ಸಮಸ್ಯೆಗಳನ್ನು ಬಗೆಹರಿಸಿ ಕಾರ್ಯ ಸಿದ್ಧಿ ಹೊಂದಲಿದ್ದೀರಿ. ವಾರದ ಆರಂಭದಲ್ಲಿ ಸ್ವಲ್ಪ ಭಾವನಾತ್ಮಕವಾಗಿರುವಿರಿ. ಕೆಲಸದ ಸ್ಥಳದಲ್ಲಿ ನಿಮ್ಮ ಸಂಬಂಧ ಉತ್ತಮವಾಗಲಿದೆ. ದೂರದ ಪ್ರಯಾಣ ಮಾಡಬೇಕಾಗಬಹುದು. ದೇವಾಲಯ ಭೇಟಿ ಸಾಧ್ಯತೆ ಇದೆ. (764, 762, 1111, 877)
sagittarius-icon: ♐ (768, 789, 840, 862)
